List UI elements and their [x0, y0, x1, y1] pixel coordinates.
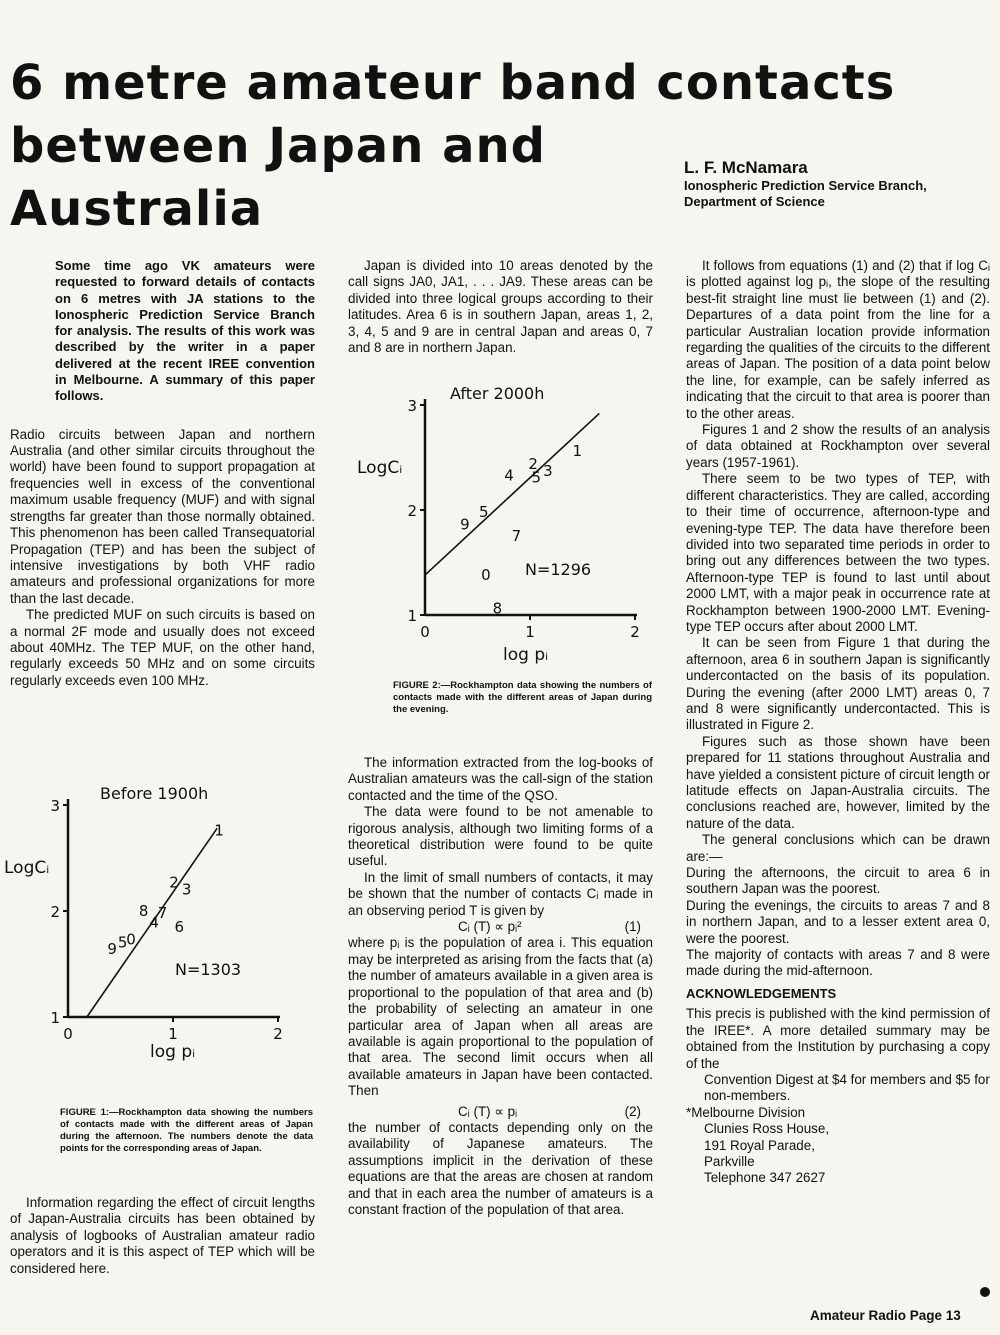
- y-tick-label: 3: [407, 397, 417, 415]
- chart-title: After 2000h: [450, 384, 545, 403]
- data-point-label: 3: [181, 880, 192, 899]
- paragraph: In the limit of small numbers of contacts, it may be shown that the number of contacts Cᵢ made in an observing period T is given by: [348, 869, 653, 918]
- conclusion-item: During the afternoons, the circuit to area 6 in southern Japan was the poorest.: [686, 865, 990, 897]
- x-axis-label: log pᵢ: [503, 645, 549, 665]
- x-tick-label: 2: [630, 623, 640, 641]
- intro-paragraph: Some time ago VK amateurs were requested to forward details of contacts on 6 metres with JA stations to the Ionospheric Prediction Service Branch for analysis. The results of this work was described by the writer in a paper delivered at the recent IREE convention in Melbourne. A summary of this paper follows.: [55, 258, 315, 404]
- data-point-label: 2: [528, 454, 538, 473]
- data-point-label: 9: [460, 515, 470, 534]
- acknowledgements-text-cont: Convention Digest at $4 for members and $5 for non-members.: [704, 1071, 990, 1104]
- acknowledgements-heading: ACKNOWLEDGEMENTS: [686, 985, 837, 1001]
- paragraph: the number of contacts depending only on the availability of Japanese amateurs. The assumptions implicit in the derivation of these equations are that the areas are chosen at random and that in each area the number of amateurs is a constant fraction of the population of that area.: [348, 1119, 653, 1217]
- column-2-bottom: [348, 755, 653, 1218]
- y-axis-label: LogCᵢ: [357, 458, 403, 478]
- conclusion-item: During the evenings, the circuits to areas 7 and 8 in northern Japan, and to a lesser extent area 0, were the poorest.: [686, 897, 990, 946]
- address-line: *Melbourne Division: [686, 1104, 806, 1120]
- paragraph: Japan is divided into 10 areas denoted by the call signs JA0, JA1, . . . JA9. These areas can be divided into three logical groups according to their latitudes. Area 6 is in southern Japan, areas 1, 2, 3, 4, 5 and 9 are in central Japan and areas 0, 7 and 8 are in northern Japan.: [348, 258, 653, 356]
- paragraph: Information regarding the effect of circuit lengths of Japan-Australia circuits has been obtained by analysis of logbooks of Australian amateur radio operators and it is this aspect of TEP which will be considered here.: [10, 1195, 315, 1276]
- author-block: [684, 160, 994, 210]
- data-point-label: 9: [107, 940, 117, 959]
- equation-2-expression: Cᵢ (T) ∝ pᵢ: [458, 1103, 518, 1119]
- x-axis-label: log pᵢ: [150, 1042, 196, 1062]
- paragraph: There seem to be two types of TEP, with different characteristics. They are called, according to their time of occurrence, afternoon-type and evening-type TEP. The data have therefore been divided into two separated time periods in order to bring out any differences between the two types. Afternoon-type TEP is found to last until about 2000 LMT, with a major peak in occurrence rate at Rockhampton between 1900-2000 LMT. Evening-type TEP occurs after about 2000 LMT.: [686, 471, 990, 634]
- column-1-top: [10, 258, 315, 689]
- address-line: Parkville: [704, 1153, 755, 1169]
- x-tick-label: 1: [168, 1025, 178, 1043]
- data-point-label: 4: [504, 466, 514, 485]
- column-2-top: [348, 258, 653, 356]
- end-mark: [980, 1287, 990, 1297]
- conclusion-item: The majority of contacts with areas 7 and 8 were made during the mid-afternoon.: [686, 947, 990, 979]
- data-point-label: 1: [214, 821, 224, 840]
- paragraph: Figures such as those shown have been prepared for 11 stations throughout Australia and have yielded a consistent picture of circuit length or latitude effects on Japan-Australia circuits. The conclusions reached are, however, limited by the nature of the data.: [686, 733, 990, 831]
- sample-size-annotation: N=1303: [175, 960, 242, 979]
- page-footer: Amateur Radio Page 13: [810, 1308, 961, 1323]
- paragraph: The data were found to be not amenable to rigorous analysis, although two limiting forms of a theoretical distribution were found to be quite useful.: [348, 804, 653, 869]
- data-point-label: 5: [117, 933, 128, 952]
- x-tick-label: 0: [63, 1025, 73, 1043]
- data-point-label: 0: [481, 566, 491, 585]
- y-tick-label: 1: [407, 607, 417, 625]
- paragraph: It follows from equations (1) and (2) that if log Cᵢ is plotted against log pᵢ, the slope of the resulting best-fit straight line must lie between (1) and (2). Departures of a data point from the line for a particular Australian location provide information regarding the qualities of the circuits to the different areas of Japan. The position of a data point below the line, for example, can be safely inferred as indicating that the circuit to that area is poorer than to the other areas.: [686, 258, 990, 421]
- x-tick-label: 1: [525, 623, 535, 641]
- equation-1-number: (1): [624, 919, 641, 935]
- figure-1-caption: FIGURE 1:—Rockhampton data showing the numbers of contacts made with the different areas of Japan during the afternoon. The numbers denote the data points for the corresponding areas of Japan.: [60, 1107, 313, 1154]
- figure-2-caption: FIGURE 2:—Rockhampton data showing the numbers of contacts made with the different areas of Japan during the evening.: [393, 680, 652, 715]
- x-tick-label: 2: [273, 1025, 283, 1043]
- author-name: L. F. McNamara: [684, 158, 808, 177]
- chart-title: Before 1900h: [100, 784, 209, 803]
- title-line-2: between Japan and: [10, 118, 546, 174]
- data-point-label: 4: [149, 913, 159, 932]
- address-line: 191 Royal Parade,: [704, 1137, 815, 1153]
- paragraph: Radio circuits between Japan and northern Australia (and other similar circuits throughout the world) have been found to support propagation at frequencies well in excess of the conventional maximum usable frequency (MUF) and with signal strengths far greater than those normally obtained. This phenomenon has been called Transequatorial Propagation (TEP) and has been the subject of intensive investigations by both VHF radio amateurs and professional organizations for more than the last decade.: [10, 426, 315, 606]
- data-point-label: 1: [572, 442, 583, 461]
- equation-1-expression: Cᵢ (T) ∝ pᵢ²: [458, 919, 522, 935]
- title-line-1: 6 metre amateur band contacts: [10, 55, 896, 111]
- paragraph: It can be seen from Figure 1 that during the afternoon, area 6 in southern Japan is significantly undercontacted on the basis of its population. During the evening (after 2000 LMT) areas 0, 7 and 8 were significantly undercontacted. This is illustrated in Figure 2.: [686, 635, 990, 733]
- y-tick-label: 1: [50, 1009, 60, 1027]
- best-fit-line: [425, 413, 599, 575]
- paragraph: Figures 1 and 2 show the results of an analysis of data obtained at Rockhampton over several years (1957-1961).: [686, 422, 990, 470]
- data-point-label: 7: [157, 904, 168, 923]
- x-tick-label: 0: [420, 623, 430, 641]
- data-point-label: 5: [531, 468, 542, 487]
- y-tick-label: 3: [50, 797, 60, 815]
- data-point-label: 8: [138, 901, 149, 920]
- y-axis-label: LogCᵢ: [4, 858, 50, 878]
- data-point-label: 5: [479, 503, 489, 522]
- column-3: [686, 258, 990, 1187]
- article-title: [10, 52, 910, 241]
- sample-size-annotation: N=1296: [525, 560, 592, 579]
- title-line-3: Australia: [10, 181, 264, 237]
- paragraph: where pᵢ is the population of area i. This equation may be interpreted as arising from the facts that (a) the number of amateurs available in a given area is proportional to the population of that area and (b) the probability of selecting an amateur in one particular area of Japan when all areas are available is again proportional to the population of that area. The second limit occurs when all available amateurs in Japan have been contacted. Then: [348, 935, 653, 1099]
- y-tick-label: 2: [407, 502, 417, 520]
- address-line: Telephone 347 2627: [704, 1170, 826, 1186]
- data-point-label: 8: [492, 599, 503, 618]
- paragraph: The information extracted from the log-books of Australian amateurs was the call-sign of the station contacted and the time of the QSO.: [348, 755, 653, 803]
- data-point-label: 3: [543, 462, 553, 481]
- data-point-label: 7: [511, 527, 522, 546]
- figure-1-chart: [0, 775, 320, 1075]
- equation-1: [348, 919, 653, 935]
- author-branch: Ionospheric Prediction Service Branch,: [684, 178, 927, 193]
- y-tick-label: 2: [50, 903, 60, 921]
- paragraph: The predicted MUF on such circuits is based on a normal 2F mode and usually does not exceed about 40MHz. The TEP MUF, on the other hand, regularly exceeds 50 MHz and on some circuits regularly exceeds even 100 MHz.: [10, 607, 315, 688]
- column-1-bottom: [10, 1195, 315, 1277]
- author-department: Department of Science: [684, 194, 825, 209]
- equation-2: [348, 1104, 653, 1120]
- figure-2-chart: [345, 375, 665, 675]
- data-point-label: 0: [126, 930, 136, 949]
- paragraph: The general conclusions which can be drawn are:—: [686, 832, 990, 864]
- data-point-label: 2: [169, 873, 179, 892]
- data-point-label: 6: [174, 917, 185, 936]
- acknowledgements-text: This precis is published with the kind permission of the IREE*. A more detailed summary may be obtained from the Institution by purchasing a copy of the: [686, 1006, 990, 1071]
- address-line: Clunies Ross House,: [704, 1121, 830, 1137]
- equation-2-number: (2): [624, 1103, 641, 1119]
